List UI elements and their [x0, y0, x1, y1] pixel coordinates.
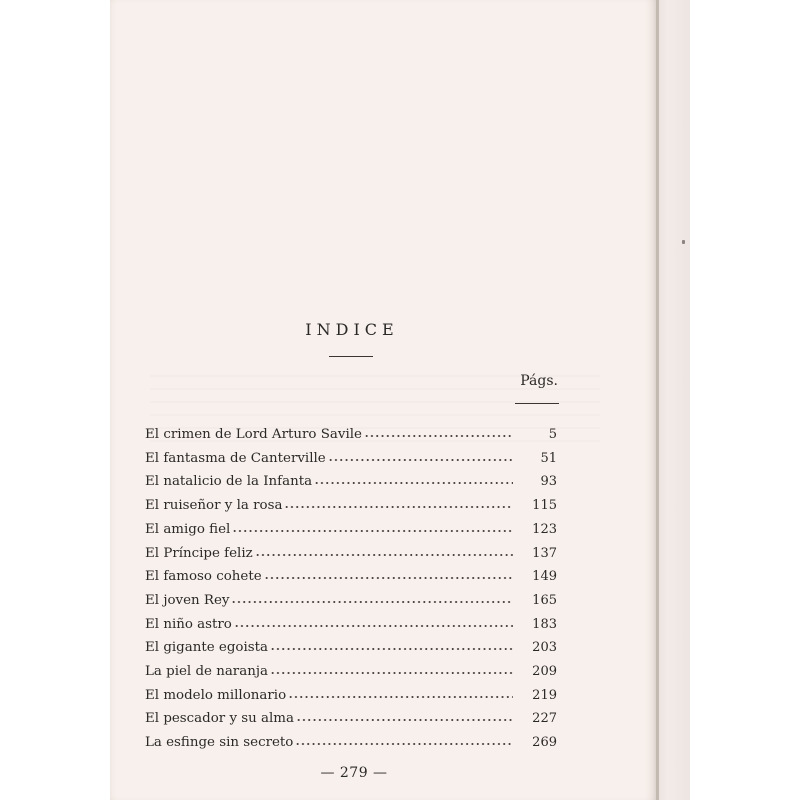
entry-page-number: 269 [532, 735, 557, 751]
entry-title: El modelo millonario [145, 687, 287, 703]
entry-page-number: 93 [540, 474, 557, 490]
pages-header: Págs. [520, 373, 558, 389]
dot-leader [234, 624, 513, 628]
entry-title: La piel de naranja [145, 664, 268, 679]
page-edge-mark [682, 240, 685, 244]
dot-leader [270, 671, 513, 675]
dot-leader [328, 458, 513, 462]
entry-title: El gigante egoista [145, 640, 268, 656]
toc-entry [145, 496, 557, 516]
entry-page-number: 203 [532, 640, 557, 656]
entry-page-number: 149 [532, 569, 557, 585]
toc-entry [145, 591, 557, 611]
dot-leader [255, 553, 513, 557]
toc-entry [145, 733, 557, 753]
dot-leader [296, 718, 513, 722]
dot-leader [288, 695, 513, 699]
toc-entry [145, 449, 557, 469]
dot-leader [232, 529, 513, 533]
toc-entry [145, 472, 557, 492]
page-edge-stripe [656, 0, 659, 800]
entry-title: El amigo fiel [145, 521, 231, 537]
toc-entry [145, 638, 557, 658]
toc-entry [145, 567, 557, 587]
toc-entry [145, 686, 557, 706]
dot-leader [364, 434, 513, 438]
dot-leader [264, 576, 513, 580]
toc-entry [145, 615, 557, 635]
dot-leader [314, 481, 513, 485]
entry-page-number: 209 [532, 664, 557, 679]
entry-title: El niño astro [145, 616, 232, 632]
entry-title: El famoso cohete [145, 569, 262, 585]
entry-page-number: 5 [548, 427, 557, 442]
entry-page-number: 123 [532, 521, 557, 537]
entry-title: El Príncipe feliz [145, 545, 253, 561]
dot-leader [284, 505, 513, 509]
index-title: INDICE [305, 320, 399, 339]
dot-leader [295, 742, 513, 746]
toc-entry [145, 520, 557, 540]
dot-leader [270, 647, 513, 651]
entry-title: El ruiseñor y la rosa [145, 498, 283, 514]
entry-title: El joven Rey [145, 592, 230, 608]
toc-entry [145, 662, 557, 682]
toc-entry [145, 544, 557, 564]
entry-title: El pescador y su alma [145, 711, 294, 727]
entry-page-number: 183 [532, 616, 557, 632]
entry-title: El fantasma de Canterville [145, 450, 326, 466]
page-number-footer: — 279 — [320, 765, 388, 781]
toc-entry [145, 709, 557, 729]
dot-leader [231, 600, 513, 604]
entry-title: El natalicio de la Infanta [145, 474, 313, 490]
index-page [110, 0, 656, 800]
title-rule [329, 356, 373, 357]
entry-page-number: 115 [532, 498, 557, 514]
entry-page-number: 165 [532, 592, 557, 608]
entry-title: El crimen de Lord Arturo Savile [145, 427, 362, 442]
entry-page-number: 51 [540, 450, 557, 466]
table-of-contents [145, 425, 557, 755]
entry-page-number: 137 [532, 545, 557, 561]
pages-header-rule [515, 403, 559, 404]
entry-title: La esfinge sin secreto [145, 735, 294, 751]
entry-page-number: 227 [532, 711, 557, 727]
entry-page-number: 219 [532, 687, 557, 703]
toc-entry [145, 425, 557, 445]
